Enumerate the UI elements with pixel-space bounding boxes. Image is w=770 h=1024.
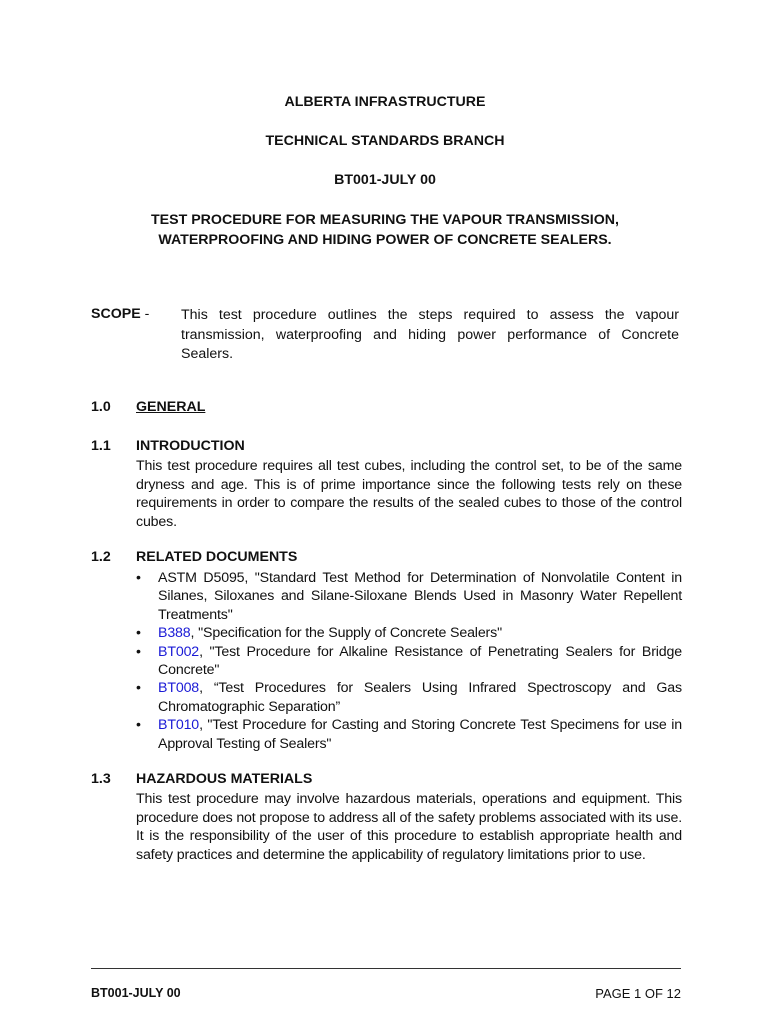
related-doc-text: ASTM D5095, "Standard Test Method for Determination of Nonvolatile Content in Silanes, Siloxanes and Silane-Siloxane Blends Used in Masonry Water Repellent Treatments" <box>158 570 682 623</box>
footer-divider <box>91 968 681 969</box>
bullet-icon: • <box>136 680 141 697</box>
section-heading-hazardous-materials: HAZARDOUS MATERIALS <box>136 771 313 787</box>
bullet-icon: • <box>136 717 141 734</box>
document-title <box>0 210 770 250</box>
footer-page-number: PAGE 1 OF 12 <box>595 986 681 1001</box>
document-code: BT001-JULY 00 <box>334 172 436 188</box>
list-item <box>136 679 682 716</box>
related-doc-text: , "Test Procedure for Casting and Storing Concrete Test Specimens for use in Approval Testing of Sealers" <box>158 717 682 752</box>
link-bt010[interactable]: BT010 <box>158 717 200 734</box>
organization-name: ALBERTA INFRASTRUCTURE <box>284 94 486 110</box>
hazardous-materials-text: This test procedure may involve hazardous materials, operations and equipment. This procedure does not propose to address all of the safety problems associated with its use. It is the responsibility of the user of this procedure to establish appropriate health and safety practices and determine the applicability of regulatory limitations prior to use. <box>136 791 682 863</box>
section-heading-general: GENERAL <box>136 399 206 415</box>
scope-text: This test procedure outlines the steps required to assess the vapour transmission, waterproofing and hiding power performance of Concrete Sealers. <box>181 307 679 362</box>
link-bt002[interactable]: BT002 <box>158 643 200 660</box>
related-doc-text: , "Test Procedure for Alkaline Resistance of Penetrating Sealers for Bridge Concrete" <box>158 643 682 679</box>
scope-separator: - <box>140 306 150 322</box>
list-item <box>136 569 682 624</box>
bullet-icon: • <box>136 570 141 586</box>
bullet-icon: • <box>136 625 141 642</box>
section-heading-related-documents: RELATED DOCUMENTS <box>136 549 298 565</box>
section-number-hazardous-materials: 1.3 <box>91 771 111 787</box>
scope-label-text: SCOPE <box>91 306 141 322</box>
list-item <box>136 624 682 642</box>
document-title-line-1: TEST PROCEDURE FOR MEASURING THE VAPOUR TRANSMISSION, <box>151 212 619 228</box>
related-documents-list <box>136 569 682 753</box>
related-doc-text: , “Test Procedures for Sealers Using Infrared Spectroscopy and Gas Chromatographic Separation” <box>158 680 682 715</box>
bullet-icon: • <box>136 643 141 660</box>
list-item <box>136 643 682 680</box>
link-bt008[interactable]: BT008 <box>158 680 200 697</box>
link-b388[interactable]: B388 <box>158 625 191 642</box>
section-heading-introduction: INTRODUCTION <box>136 438 245 454</box>
introduction-text: This test procedure requires all test cubes, including the control set, to be of the same dryness and age. This is of prime importance since the following tests rely on these requirements in order to compare the results of the sealed cubes to those of the control cubes. <box>136 458 682 530</box>
scope-label <box>91 306 149 322</box>
section-number-introduction: 1.1 <box>91 438 111 454</box>
section-number-general: 1.0 <box>91 399 111 415</box>
list-item <box>136 716 682 753</box>
document-title-line-2: WATERPROOFING AND HIDING POWER OF CONCRETE SEALERS. <box>158 232 612 248</box>
footer-document-code: BT001-JULY 00 <box>91 986 181 1000</box>
related-doc-text: , "Specification for the Supply of Concrete Sealers" <box>190 625 502 642</box>
branch-name: TECHNICAL STANDARDS BRANCH <box>265 133 505 149</box>
section-number-related-documents: 1.2 <box>91 549 111 565</box>
